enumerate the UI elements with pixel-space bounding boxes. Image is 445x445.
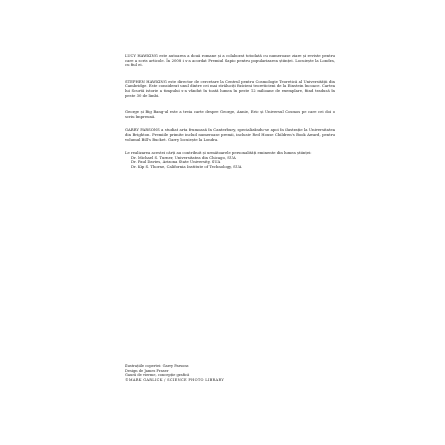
copyright-line: ©MARK GARLICK / SCIENCE PHOTO LIBRARY xyxy=(125,377,225,382)
garry-parsons-bio: GARRY PARSONS a studiat arta frumoasă în Canterbury, specializându-se apoi în ilustrație la Universitatea din Brighton. Premiile primite includ numeroase premii, inclusiv Red House Children's Book Award, pentru volumul Bill's Bucket. Garry locuiește la Londra. xyxy=(125,127,335,142)
illustrations-credit: Ilustrațiile copertei: Garry Parsons xyxy=(125,364,189,368)
cover-credits xyxy=(125,364,325,382)
contributors-list xyxy=(125,156,335,170)
contributor-item: Dr. Michael S. Turner, Universitatea din Chicago, SUA xyxy=(131,154,236,160)
contributor-item: Dr. Paul Davies, Arizona State University, SUA xyxy=(131,159,221,165)
series-note: George și Big Bang-ul este a treia carte despre George, Annie, Eric și Universul Cosmos pe care cei doi o scriu împreună. xyxy=(125,109,335,119)
author-bios-column xyxy=(125,54,335,170)
lucy-hawking-bio: LUCY HAWKING este autoarea a două romane și a colaborat totodată cu numeroase ziare și reviste pentru care a scris articole. În 2008 i s-a acordat Premiul Sapio pentru popularizarea științei. Locuiește la Londra, cu fiul ei. xyxy=(125,53,335,68)
contributor-item: Dr. Kip S. Thorne, California Institute of Technology, SUA xyxy=(131,163,242,169)
design-credit: Design de James Fraser xyxy=(125,368,169,373)
diagram-credit: Gaură de vierme, concepție grafică xyxy=(125,373,190,377)
stephen-hawking-bio: STEPHEN HAWKING este director de cercetare la Centrul pentru Cosmologie Teoretică al Universității din Cambridge. Este considerat unul dintre cei mai străluciți fizicieni teoreticieni de la Einstein încoace. Cartea lui Scurtă istorie a timpului s-a vândut în toată lumea în peste 12 milioane de exemplare, fiind tradusă în peste 30 de limbi. xyxy=(125,78,335,98)
contributors-intro: Le realizarea acestei cărți au contribuit și următoarele personalități eminente din lumea științei: xyxy=(125,150,312,156)
